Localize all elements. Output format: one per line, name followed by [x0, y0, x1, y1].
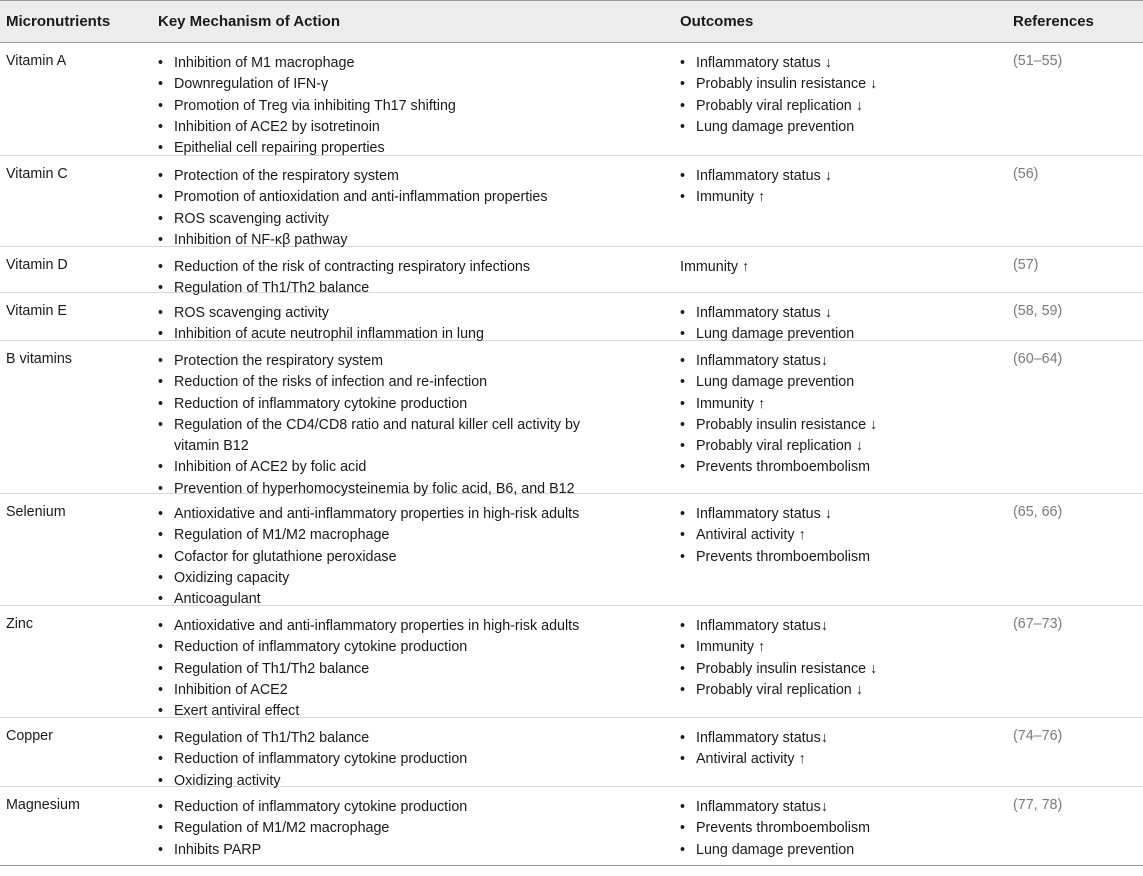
micronutrient-name: B vitamins — [6, 351, 72, 367]
mechanism-item: • Epithelial cell repairing properties — [158, 138, 628, 159]
outcome-item: • Lung damage prevention — [680, 117, 980, 138]
header-references: References — [1013, 13, 1094, 30]
mechanism-item: • Antioxidative and anti-inflammatory properties in high-risk adults — [158, 504, 628, 525]
header-mechanism: Key Mechanism of Action — [158, 13, 340, 30]
outcome-item: • Inflammatory status↓ — [680, 728, 980, 749]
outcome-item: • Probably viral replication ↓ — [680, 96, 980, 117]
outcome-item: • Probably insulin resistance ↓ — [680, 659, 980, 680]
table-row — [0, 247, 1143, 297]
mechanism-item: • Regulation of Th1/Th2 balance — [158, 659, 628, 680]
outcome-list — [680, 166, 980, 209]
outcome-list — [680, 53, 980, 138]
outcome-item: • Lung damage prevention — [680, 324, 980, 345]
table-header — [0, 0, 1143, 43]
outcome-item: • Probably insulin resistance ↓ — [680, 415, 980, 436]
mechanism-item: • Antioxidative and anti-inflammatory properties in high-risk adults — [158, 616, 628, 637]
table-row — [0, 718, 1143, 787]
micronutrient-name: Vitamin D — [6, 257, 68, 273]
mechanism-item: • ROS scavenging activity — [158, 209, 628, 230]
reference-link[interactable]: (51–55) — [1013, 53, 1063, 69]
outcome-item: • Inflammatory status ↓ — [680, 504, 980, 525]
table-row — [0, 606, 1143, 718]
reference-link[interactable]: (58, 59) — [1013, 303, 1063, 319]
micronutrient-name: Copper — [6, 728, 53, 744]
mechanism-item: • Exert antiviral effect — [158, 701, 628, 722]
outcome-item: • Immunity ↑ — [680, 187, 980, 208]
mechanism-item: • Oxidizing capacity — [158, 568, 628, 589]
outcome-item: • Immunity ↑ — [680, 637, 980, 658]
outcome-list — [680, 351, 980, 479]
mechanism-item: • Regulation of Th1/Th2 balance — [158, 728, 628, 749]
outcome-item: • Probably viral replication ↓ — [680, 436, 980, 457]
mechanism-item: • Inhibition of acute neutrophil inflammation in lung — [158, 324, 628, 345]
micronutrient-name: Zinc — [6, 616, 34, 632]
outcome-item: • Antiviral activity ↑ — [680, 749, 980, 770]
micronutrient-name: Vitamin A — [6, 53, 67, 69]
mechanism-item: • Regulation of the CD4/CD8 ratio and natural killer cell activity by vitamin B12 — [158, 415, 628, 458]
outcome-item: • Inflammatory status↓ — [680, 797, 980, 818]
mechanism-item: • Promotion of antioxidation and anti-inflammation properties — [158, 187, 628, 208]
mechanism-item: • Regulation of M1/M2 macrophage — [158, 525, 628, 546]
mechanism-item: • Reduction of inflammatory cytokine production — [158, 637, 628, 658]
mechanism-list — [158, 53, 628, 159]
outcome-list — [680, 797, 980, 861]
reference-link[interactable]: (77, 78) — [1013, 797, 1063, 813]
mechanism-item: • Inhibition of ACE2 by isotretinoin — [158, 117, 628, 138]
table-row — [0, 156, 1143, 247]
header-outcomes: Outcomes — [680, 13, 754, 30]
outcome-text: Immunity ↑ — [680, 259, 750, 275]
outcome-item: • Prevents thromboembolism — [680, 547, 980, 568]
mechanism-item: • Reduction of inflammatory cytokine production — [158, 749, 628, 770]
micronutrient-name: Selenium — [6, 504, 66, 520]
outcome-item: • Inflammatory status ↓ — [680, 303, 980, 324]
table-row — [0, 341, 1143, 497]
outcome-item: • Inflammatory status ↓ — [680, 53, 980, 74]
mechanism-item: • Prevention of hyperhomocysteinemia by folic acid, B6, and B12 — [158, 479, 628, 500]
mechanism-item: • Inhibition of M1 macrophage — [158, 53, 628, 74]
outcome-item: • Inflammatory status ↓ — [680, 166, 980, 187]
outcome-item: • Prevents thromboembolism — [680, 457, 980, 478]
outcome-item: • Probably insulin resistance ↓ — [680, 74, 980, 95]
reference-link[interactable]: (74–76) — [1013, 728, 1063, 744]
mechanism-list — [158, 616, 628, 722]
outcome-item: • Lung damage prevention — [680, 840, 980, 861]
mechanism-list — [158, 166, 628, 251]
mechanism-list — [158, 504, 628, 610]
reference-link[interactable]: (67–73) — [1013, 616, 1063, 632]
table-row — [0, 43, 1143, 156]
reference-link[interactable]: (57) — [1013, 257, 1039, 273]
table-body — [0, 43, 1143, 866]
outcome-list — [680, 616, 980, 701]
table-row — [0, 494, 1143, 606]
mechanism-item: • Inhibits PARP — [158, 840, 628, 861]
mechanism-item: • Reduction of inflammatory cytokine production — [158, 394, 628, 415]
mechanism-item: • Anticoagulant — [158, 589, 628, 610]
table-row — [0, 293, 1143, 341]
mechanism-list — [158, 797, 628, 861]
mechanism-list — [158, 351, 628, 500]
outcome-item: • Probably viral replication ↓ — [680, 680, 980, 701]
mechanism-list — [158, 728, 628, 792]
micronutrient-name: Vitamin E — [6, 303, 67, 319]
mechanism-item: • Reduction of the risk of contracting respiratory infections — [158, 257, 628, 278]
mechanism-item: • Promotion of Treg via inhibiting Th17 shifting — [158, 96, 628, 117]
mechanism-list — [158, 303, 628, 346]
outcome-item: • Lung damage prevention — [680, 372, 980, 393]
mechanism-item: • Inhibition of ACE2 by folic acid — [158, 457, 628, 478]
reference-link[interactable]: (65, 66) — [1013, 504, 1063, 520]
mechanism-item: • Protection of the respiratory system — [158, 166, 628, 187]
mechanism-item: • Oxidizing activity — [158, 771, 628, 792]
mechanism-item: • Downregulation of IFN-γ — [158, 74, 628, 95]
outcome-list — [680, 728, 980, 771]
mechanism-item: • Reduction of inflammatory cytokine production — [158, 797, 628, 818]
outcome-item: • Immunity ↑ — [680, 394, 980, 415]
mechanism-item: • Regulation of M1/M2 macrophage — [158, 818, 628, 839]
table-row — [0, 787, 1143, 866]
mechanism-item: • Regulation of Th1/Th2 balance — [158, 278, 628, 299]
mechanism-item: • Protection the respiratory system — [158, 351, 628, 372]
mechanism-item: • ROS scavenging activity — [158, 303, 628, 324]
micronutrient-name: Vitamin C — [6, 166, 68, 182]
reference-link[interactable]: (60–64) — [1013, 351, 1063, 367]
outcome-list — [680, 504, 980, 568]
outcome-item: • Inflammatory status↓ — [680, 616, 980, 637]
outcome-item: • Antiviral activity ↑ — [680, 525, 980, 546]
mechanism-item: • Inhibition of NF-κβ pathway — [158, 230, 628, 251]
outcome-item: • Inflammatory status↓ — [680, 351, 980, 372]
mechanism-item: • Inhibition of ACE2 — [158, 680, 628, 701]
micronutrient-name: Magnesium — [6, 797, 80, 813]
outcome-item: • Prevents thromboembolism — [680, 818, 980, 839]
mechanism-item: • Reduction of the risks of infection and re-infection — [158, 372, 628, 393]
reference-link[interactable]: (56) — [1013, 166, 1039, 182]
mechanism-item: • Cofactor for glutathione peroxidase — [158, 547, 628, 568]
outcome-list — [680, 303, 980, 346]
header-micronutrients: Micronutrients — [6, 13, 111, 30]
